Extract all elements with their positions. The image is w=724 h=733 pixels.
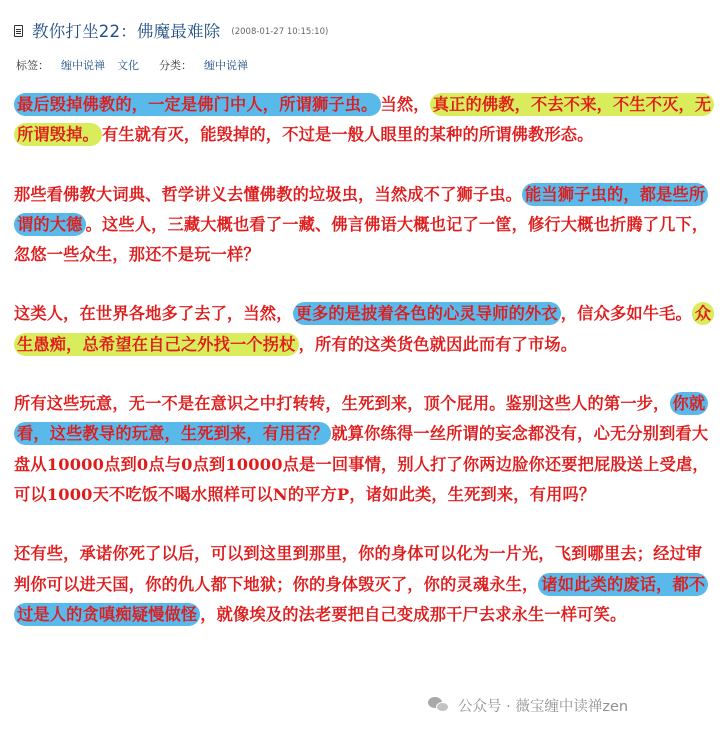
text-segment: ，所有的这类货色就因此而有了市场。	[298, 334, 578, 354]
highlight-yellow: 真正的佛教，不去不来，不生不灭，无所谓毁掉。	[14, 93, 714, 146]
highlight-blue: 你就看，这些教导的玩意，生死到来，有用否？	[14, 392, 708, 445]
paragraph	[14, 539, 714, 630]
tags-label: 标签：	[16, 59, 49, 72]
wechat-icon	[428, 697, 450, 713]
text-segment: 就算你练得一丝所谓的妄念都没有，心无分别到看大盘从10000点到0点与0点到10000点是一回事情，别人打了你两边脸你还要把屁股送上受虐，可以1000天不吃饭不喝水照样可以N的平方P，诸如此类，生死到来，有用吗？	[14, 424, 709, 504]
article-body	[14, 90, 714, 630]
watermark	[428, 693, 628, 717]
paragraph	[14, 299, 714, 360]
text-segment: 还有些，承诺你死了以后，可以到这里到那里，你的身体可以化为一片光，飞到哪里去；经过审判你可以进天国，你的仇人都下地狱；你的身体毁灭了，你的灵魂永生，	[14, 544, 703, 594]
category-link[interactable]: 缠中说禅	[204, 59, 248, 72]
text-segment: 有生就有灭，能毁掉的，不过是一般人眼里的某种的所谓佛教形态。	[101, 125, 594, 145]
highlight-yellow: 众生愚痴，总希望在自己之外找一个拐杖	[14, 302, 714, 355]
highlight-blue: 最后毁掉佛教的，一定是佛门中人，所谓狮子虫。	[14, 93, 381, 116]
highlight-blue: 能当狮子虫的，都是些所谓的大德	[14, 183, 708, 236]
highlight-blue: 更多的是披着各色的心灵导师的外衣	[293, 302, 561, 325]
text-segment: 。这些人，三藏大概也看了一藏、佛言佛语大概也记了一筐，修行大概也折腾了几下，忽悠一些众生，那还不是玩一样？	[14, 214, 709, 265]
highlight-blue: 诸如此类的废话，都不过是人的贪嗔痴疑慢做怪	[14, 573, 708, 626]
post-date: (2008-01-27 10:15:10)	[231, 26, 329, 37]
text-segment: 那些看佛教大词典、哲学讲义去懂佛教的垃圾虫，当然成不了狮子虫。	[14, 184, 523, 204]
text-segment: 当然，	[380, 95, 430, 114]
text-segment: ，信众多如牛毛。	[560, 304, 692, 324]
text-segment: 所有这些玩意，无一不是在意识之中打转转，生死到来，顶个屁用。鉴别这些人的第一步，	[14, 394, 670, 414]
paragraph	[14, 180, 714, 271]
paragraph	[14, 389, 714, 510]
category-label: 分类：	[159, 59, 192, 72]
document-icon	[14, 25, 23, 37]
post-title[interactable]: 教你打坐22：佛魔最难除	[32, 22, 221, 41]
watermark-text: 公众号 · 薇宝缠中读禅zen	[458, 698, 629, 715]
post-meta	[16, 57, 248, 73]
post-header	[14, 16, 328, 44]
paragraph	[14, 90, 714, 151]
tag-link[interactable]: 文化	[117, 59, 139, 72]
text-segment: ，就像埃及的法老要把自己变成那干尸去求永生一样可笑。	[200, 604, 627, 624]
tag-link[interactable]: 缠中说禅	[61, 59, 105, 72]
text-segment: 这类人，在世界各地多了去了，当然，	[14, 304, 293, 324]
